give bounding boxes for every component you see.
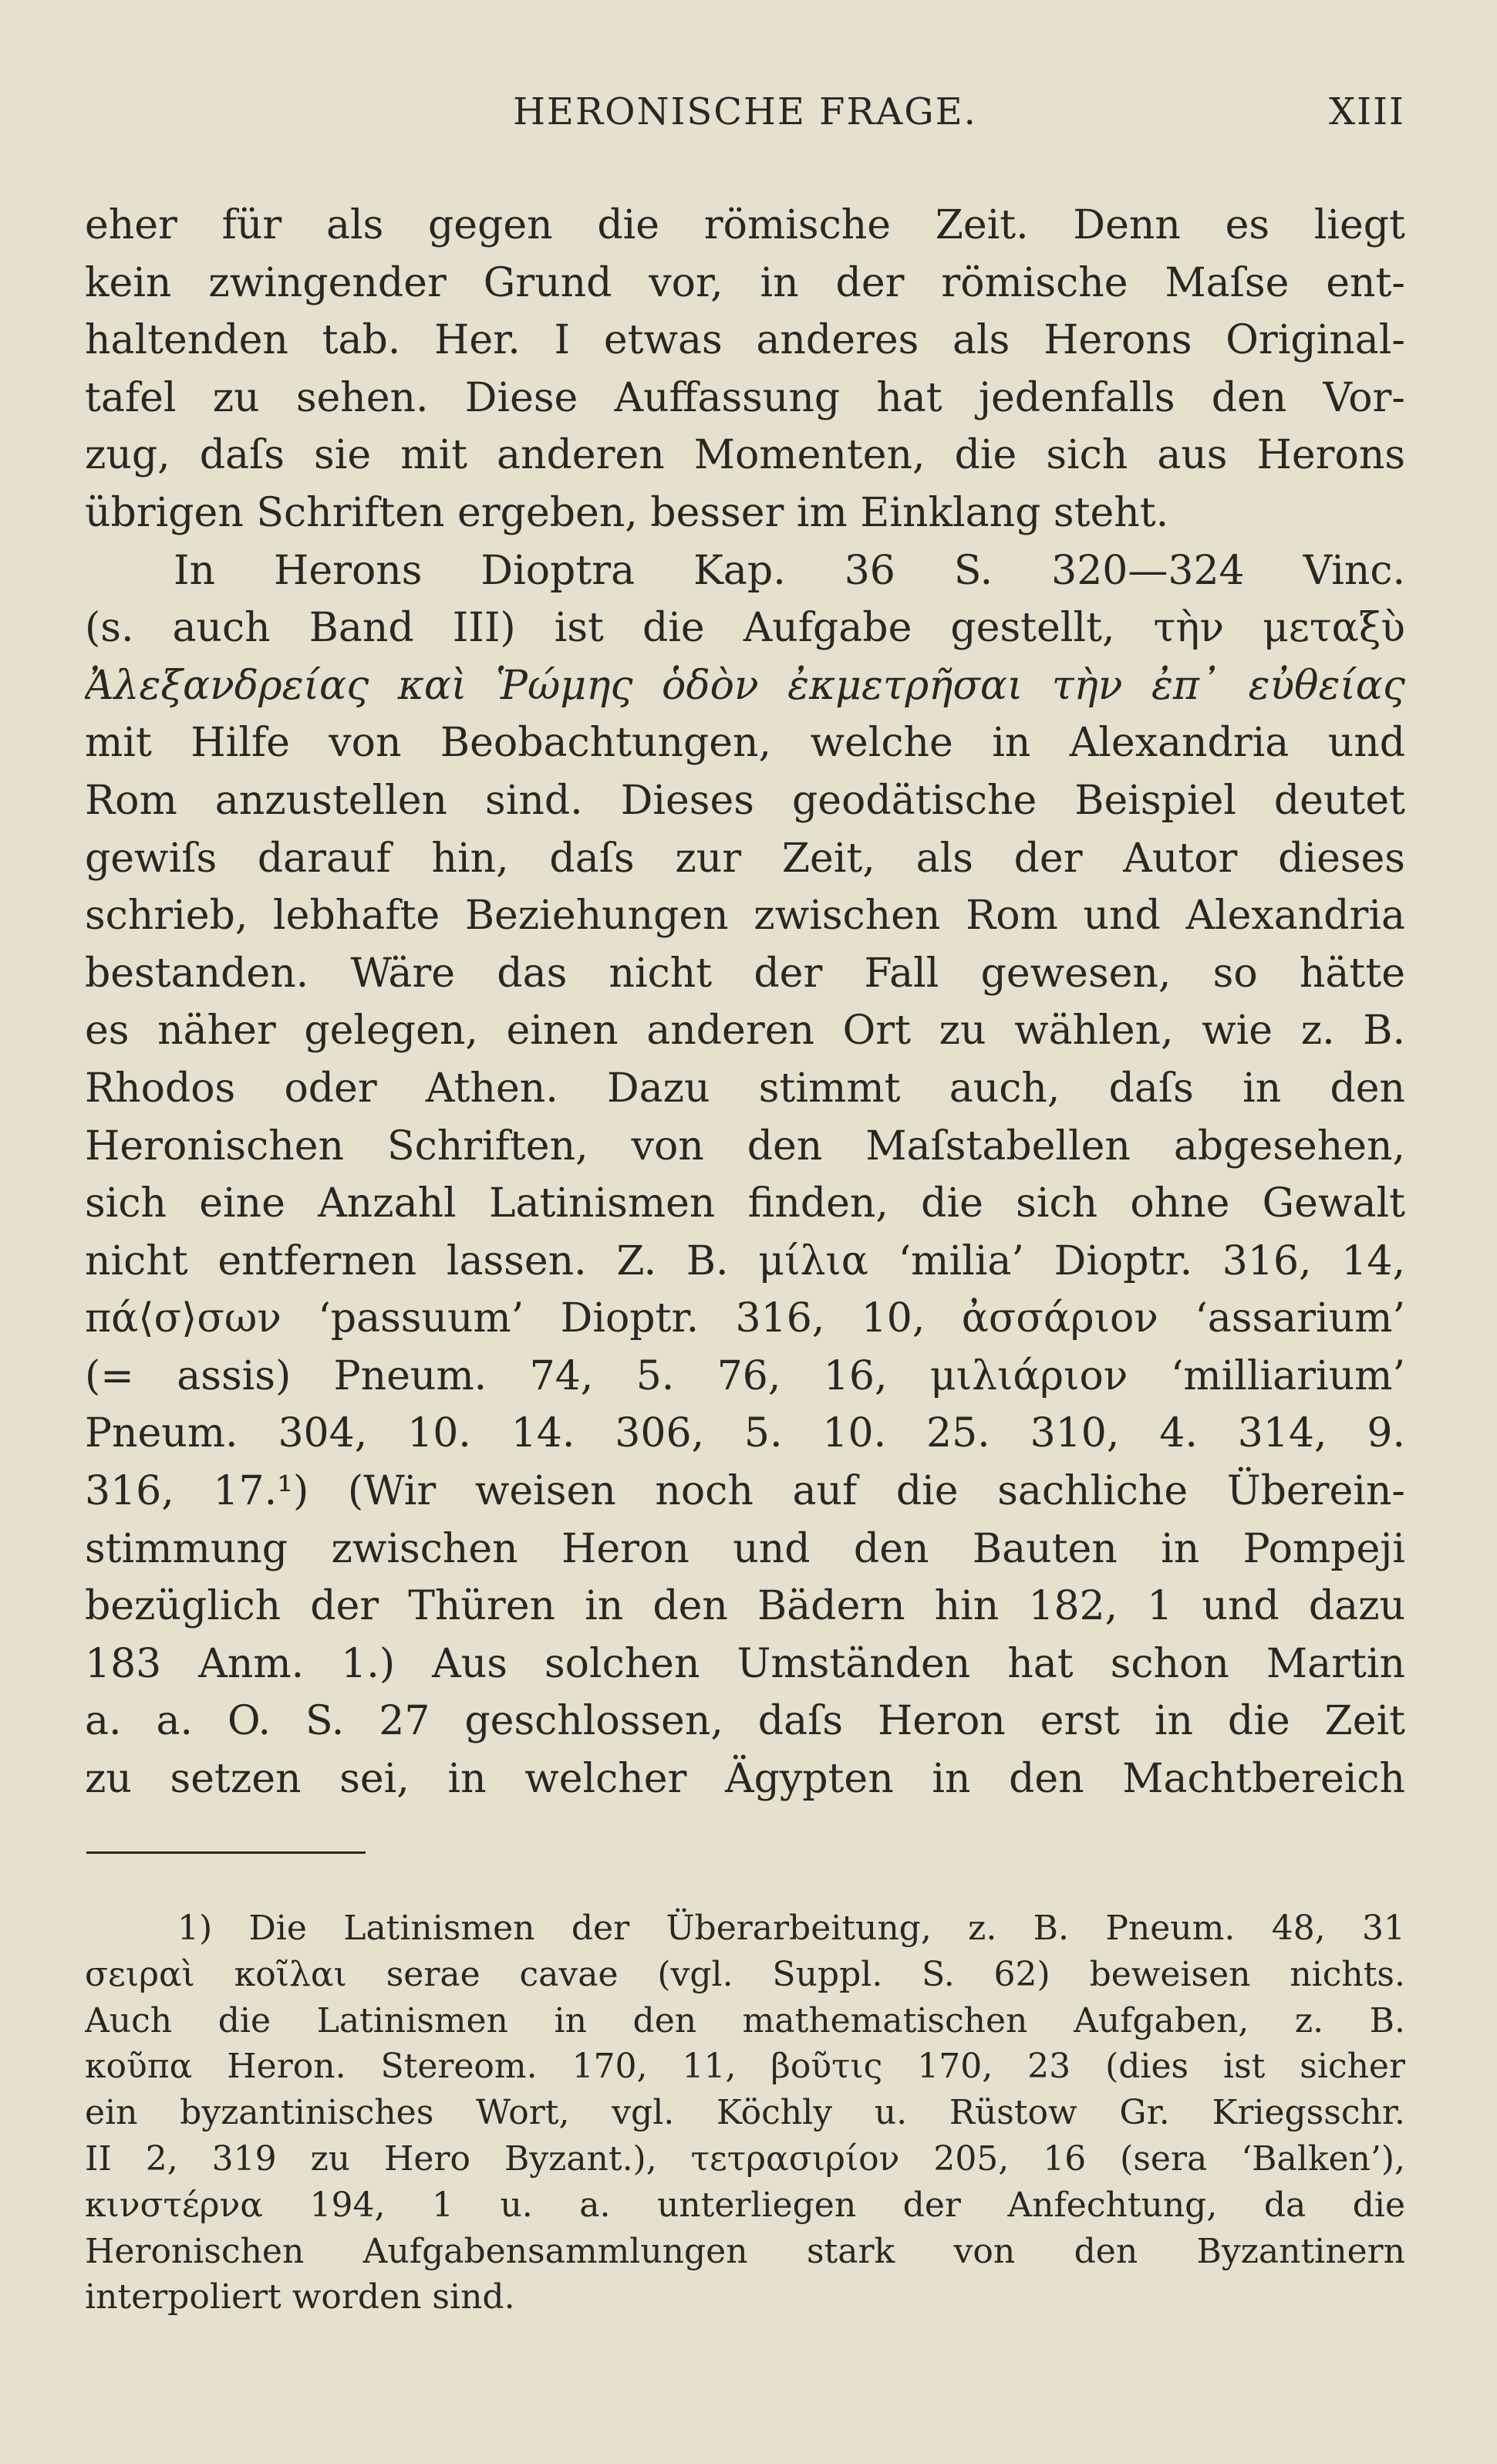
text-line: (= assis) Pneum. 74, 5. 76, 16, μιλιάριον ‘milliarium’ bbox=[85, 1352, 1405, 1399]
text-line: 316, 17.¹) (Wir weisen noch auf die sachliche Überein- bbox=[85, 1468, 1405, 1515]
footnotes bbox=[85, 1905, 1405, 2321]
main-text bbox=[85, 197, 1405, 1808]
text-line: (s. auch Band III) ist die Aufgabe gestellt, τὴν μεταξὺ bbox=[85, 605, 1405, 652]
text-line: es näher gelegen, einen anderen Ort zu wählen, wie z. B. bbox=[85, 1008, 1405, 1055]
text-line: stimmung zwischen Heron und den Bauten in Pompeji bbox=[85, 1525, 1405, 1572]
page-number: XIII bbox=[1328, 90, 1405, 133]
running-title: HERONISCHE FRAGE. bbox=[513, 90, 977, 133]
text-line: mit Hilfe von Beobachtungen, welche in Alexandria und bbox=[85, 720, 1405, 767]
text-line: zug, daſs sie mit anderen Momenten, die sich aus Herons bbox=[85, 432, 1405, 479]
footnote-line: κινστέρνα 194, 1 u. a. unterliegen der Anfechtung, da die bbox=[85, 2185, 1405, 2225]
text-line: Rhodos oder Athen. Dazu stimmt auch, daſs in den bbox=[85, 1065, 1405, 1112]
footnote-divider bbox=[86, 1851, 366, 1854]
text-line: bestanden. Wäre das nicht der Fall gewesen, so hätte bbox=[85, 950, 1405, 997]
text-line: a. a. O. S. 27 geschlossen, daſs Heron erst in die Zeit bbox=[85, 1698, 1405, 1745]
text-line: 183 Anm. 1.) Aus solchen Umständen hat schon Martin bbox=[85, 1640, 1405, 1687]
text-line: eher für als gegen die römische Zeit. Denn es liegt bbox=[85, 202, 1405, 248]
text-line: zu setzen sei, in welcher Ägypten in den Machtbereich bbox=[85, 1756, 1405, 1803]
footnote-line: σειραὶ κοῖλαι serae cavae (vgl. Suppl. S. 62) beweisen nichts. bbox=[85, 1954, 1405, 1994]
text-line: schrieb, lebhafte Beziehungen zwischen Rom und Alexandria bbox=[85, 893, 1405, 940]
greek-text-line: Ἀλεξανδρείας καὶ Ῥώμης ὁδὸν ἐκμετρῆσαι τὴν ἐπ᾽ εὐθείας bbox=[85, 662, 1405, 709]
footnote-line: interpoliert worden sind. bbox=[85, 2277, 515, 2317]
paragraph-start-line: In Herons Dioptra Kap. 36 S. 320—324 Vinc. bbox=[174, 547, 1405, 594]
page-header bbox=[85, 85, 1405, 139]
text-line: sich eine Anzahl Latinismen finden, die sich ohne Gewalt bbox=[85, 1180, 1405, 1227]
text-line: kein zwingender Grund vor, in der römische Maſse ent- bbox=[85, 259, 1405, 306]
footnote-line: Auch die Latinismen in den mathematischen Aufgaben, z. B. bbox=[85, 2000, 1405, 2040]
text-line: übrigen Schriften ergeben, besser im Einklang steht. bbox=[85, 489, 1169, 536]
text-line: Rom anzustellen sind. Dieses geodätische Beispiel deutet bbox=[85, 777, 1405, 824]
footnote-line: Heronischen Aufgabensammlungen stark von den Byzantinern bbox=[85, 2231, 1405, 2271]
text-line: nicht entfernen lassen. Z. B. μίλια ‘milia’ Dioptr. 316, 14, bbox=[85, 1237, 1405, 1284]
text-line: πά⟨σ⟩σων ‘passuum’ Dioptr. 316, 10, ἀσσάριον ‘assarium’ bbox=[85, 1295, 1405, 1342]
footnote-line: 1) Die Latinismen der Überarbeitung, z. B. Pneum. 48, 31 bbox=[177, 1909, 1405, 1948]
footnote-line: II 2, 319 zu Hero Byzant.), τετρασιρίον 205, 16 (sera ‘Balken’), bbox=[85, 2138, 1405, 2179]
footnote-line: κοῦπα Heron. Stereom. 170, 11, βοῦτις 170, 23 (dies ist sicher bbox=[85, 2047, 1405, 2087]
text-line: Heronischen Schriften, von den Maſstabellen abgesehen, bbox=[85, 1122, 1405, 1170]
text-line: bezüglich der Thüren in den Bädern hin 182, 1 und dazu bbox=[85, 1583, 1405, 1630]
footnote-line: ein byzantinisches Wort, vgl. Köchly u. Rüstow Gr. Kriegsschr. bbox=[85, 2093, 1405, 2133]
text-line: Pneum. 304, 10. 14. 306, 5. 10. 25. 310, 4. 314, 9. bbox=[85, 1410, 1405, 1457]
text-line: haltenden tab. Her. I etwas anderes als Herons Original- bbox=[85, 317, 1405, 364]
text-line: tafel zu sehen. Diese Auffassung hat jedenfalls den Vor- bbox=[85, 374, 1405, 421]
text-line: gewiſs darauf hin, daſs zur Zeit, als der Autor dieses bbox=[85, 835, 1405, 882]
